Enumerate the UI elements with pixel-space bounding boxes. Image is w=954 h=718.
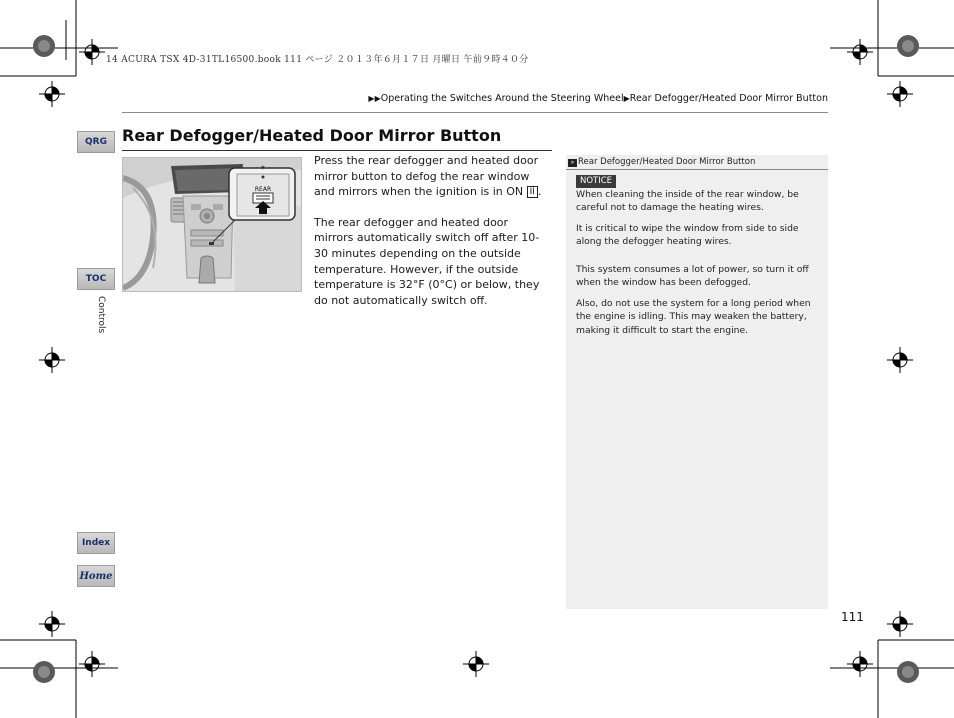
print-header: 14 ACURA TSX 4D-31TL16500.book 111 ページ ２０１３年６月１７日 月曜日 午前９時４０分 — [106, 55, 529, 65]
header-rule — [122, 112, 828, 113]
body-paragraph-2: The rear defogger and heated door mirrors automatically switch off after 10-30 minutes depending on the outside temperature. However, if the outside temperature is 32°F (0°C) or below, they do not automatically switch off. — [314, 215, 540, 307]
breadcrumb-arrow-icon: ▶▶ — [368, 94, 381, 103]
breadcrumb-link-switches[interactable]: Operating the Switches Around the Steering Wheel — [380, 93, 624, 104]
sidebar-note-power: This system consumes a lot of power, so turn it off when the window has been defogged. — [576, 264, 809, 289]
qrg-tab[interactable]: QRG — [77, 131, 115, 153]
toc-tab[interactable]: TOC — [77, 268, 115, 290]
dashboard-drawing — [123, 158, 302, 292]
notice-text: When cleaning the inside of the rear window, be careful not to damage the heating wires. — [576, 189, 799, 214]
body-paragraph-1-end: . — [537, 185, 542, 199]
breadcrumb — [368, 93, 828, 104]
notice-label: NOTICE — [576, 175, 616, 188]
sidebar-note-wipe: It is critical to wipe the window from side to side along the defogger heating wires. — [576, 223, 799, 248]
ignition-position-badge: II — [527, 186, 538, 198]
sidebar-heading-text: Rear Defogger/Heated Door Mirror Button — [578, 157, 756, 167]
dashboard-illustration — [122, 157, 302, 292]
body-text — [314, 153, 550, 323]
home-tab[interactable]: Home — [77, 565, 115, 587]
page-title: Rear Defogger/Heated Door Mirror Button — [122, 126, 502, 145]
breadcrumb-current: Rear Defogger/Heated Door Mirror Button — [629, 93, 828, 104]
notes-sidebar — [566, 155, 828, 609]
breadcrumb-arrow-icon: ▶ — [623, 94, 630, 103]
index-tab[interactable]: Index — [77, 532, 115, 554]
svg-text:· ✶ ·: · ✶ · — [255, 164, 271, 172]
body-paragraph-1 — [314, 153, 550, 200]
sidebar-note-idling: Also, do not use the system for a long period when the engine is idling. This may weaken the battery, making it difficult to start the engine. — [576, 298, 811, 336]
title-underline — [122, 150, 552, 151]
page-number: 111 — [841, 610, 864, 624]
body-paragraph-1-text: Press the rear defogger and heated door mirror button to defog the rear window and mirrors when the ignition is in ON — [314, 154, 539, 199]
section-label: Controls — [96, 296, 106, 334]
sidebar-heading — [566, 155, 828, 170]
reference-icon: » — [568, 159, 577, 167]
rear-button-label: REAR — [254, 186, 272, 193]
